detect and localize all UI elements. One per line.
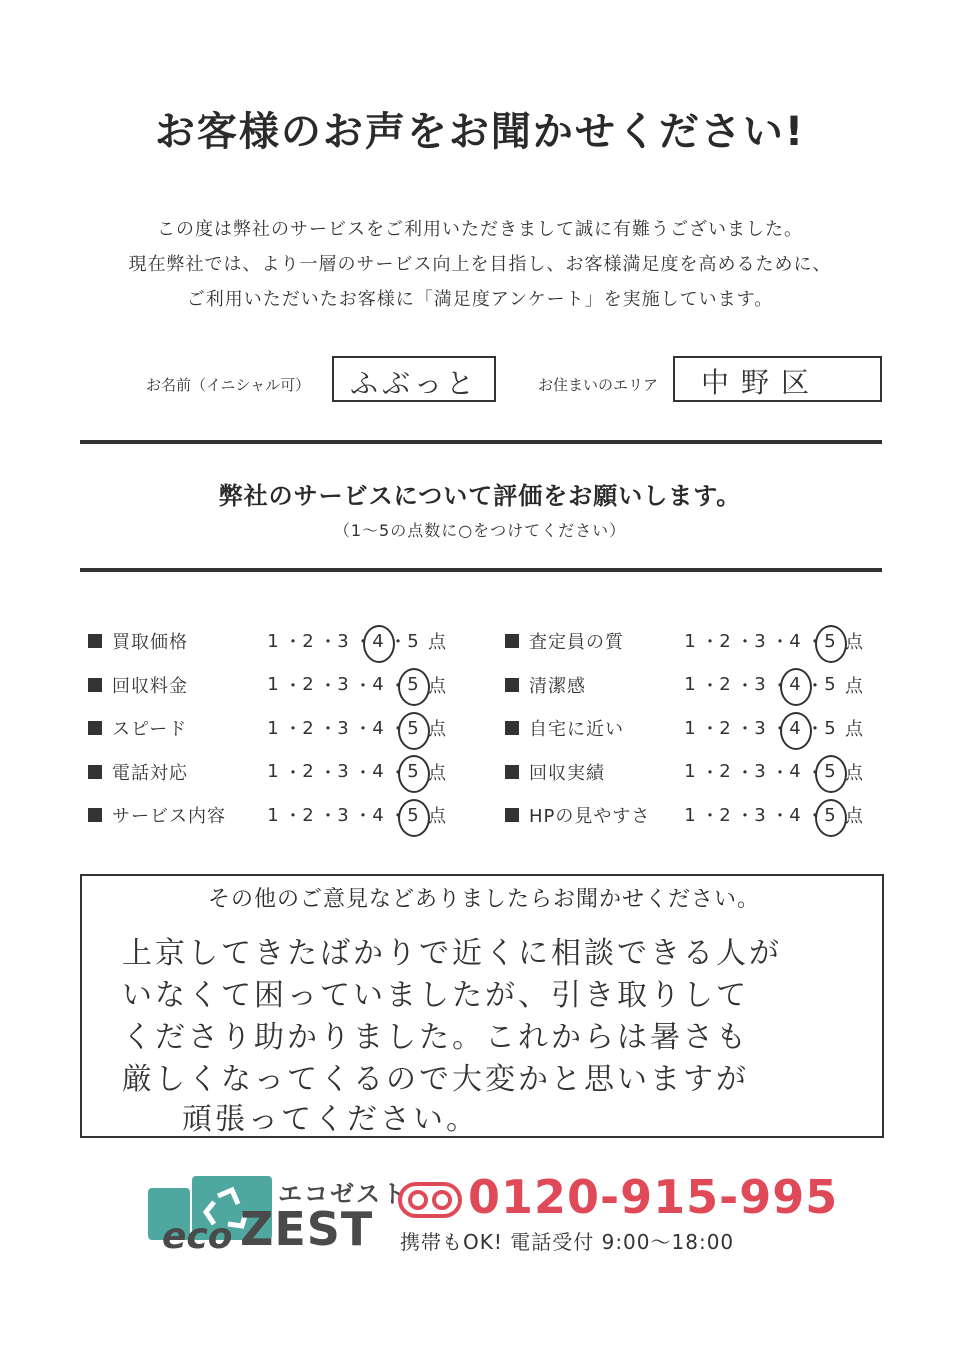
scale-separator: ・ — [701, 719, 719, 740]
scale-separator: ・ — [354, 762, 372, 784]
score-option[interactable]: 1 — [267, 630, 279, 652]
name-label: お名前（イニシャル可） — [146, 376, 311, 394]
score-option[interactable]: 1 — [684, 674, 696, 695]
rating-scale — [679, 628, 863, 654]
scale-separator: ・ — [319, 719, 337, 740]
scale-separator: ・ — [354, 632, 372, 653]
rating-label: HPの見やすさ — [529, 806, 651, 827]
score-unit: 点 — [845, 806, 863, 827]
scale-separator: ・ — [736, 632, 754, 653]
score-unit: 点 — [428, 675, 446, 697]
rating-row — [88, 670, 468, 700]
scale-separator: ・ — [389, 632, 407, 653]
rating-label: 回収料金 — [112, 675, 188, 697]
scale-separator: ・ — [806, 675, 824, 697]
bullet-square-icon — [505, 765, 519, 779]
scale-separator: ・ — [284, 632, 302, 653]
bullet-square-icon — [88, 765, 102, 779]
score-option[interactable]: 4 — [372, 717, 384, 739]
divider-bottom — [80, 568, 882, 572]
rating-label: 電話対応 — [112, 762, 188, 784]
section-title: 弊社のサービスについて評価をお願いします。 — [218, 482, 742, 510]
area-value: 中野区 — [701, 366, 822, 399]
phone-number[interactable]: 0120-915-995 — [468, 1170, 839, 1224]
freedial-icon — [398, 1182, 462, 1218]
score-option[interactable]: 2 — [302, 717, 314, 739]
scale-separator: ・ — [701, 632, 719, 653]
name-field[interactable] — [332, 356, 496, 402]
scale-separator: ・ — [319, 675, 337, 697]
score-option[interactable]: 4 — [789, 630, 801, 652]
score-option-selected[interactable]: 4 — [367, 631, 389, 652]
score-option[interactable]: 3 — [754, 804, 766, 826]
intro-line-1: この度は弊社のサービスをご利用いただきまして誠に有難うございました。 — [157, 219, 803, 240]
scale-separator: ・ — [389, 675, 407, 697]
scale-separator: ・ — [771, 806, 789, 827]
intro-line-2: 現在弊社では、より一層のサービス向上を目指し、お客様満足度を高めるために、 — [128, 254, 832, 275]
rating-label: 自宅に近い — [529, 719, 624, 740]
scale-separator: ・ — [736, 675, 754, 697]
rating-label: スピード — [112, 719, 188, 740]
rating-label: 買取価格 — [112, 632, 188, 653]
comment-line-5: 頑張ってください。 — [182, 1102, 479, 1137]
comments-prompt: その他のご意見などありましたらお聞かせください。 — [207, 887, 760, 912]
ratings-left-column — [88, 626, 468, 844]
rating-label: 回収実績 — [529, 762, 605, 784]
scale-separator: ・ — [354, 806, 372, 827]
score-option[interactable]: 3 — [754, 674, 766, 695]
scale-separator: ・ — [806, 762, 824, 784]
score-option[interactable]: 3 — [337, 804, 349, 826]
score-option-selected[interactable]: 5 — [402, 718, 424, 739]
score-option[interactable]: 1 — [684, 804, 696, 826]
scale-separator: ・ — [284, 719, 302, 740]
brand-kana: エコゼスト — [278, 1180, 408, 1208]
comment-line-1: 上京してきたばかりで近くに相談できる人が — [122, 936, 782, 971]
rating-scale — [679, 759, 863, 785]
score-option[interactable]: 2 — [302, 674, 314, 695]
score-unit: 点 — [428, 806, 446, 827]
bullet-square-icon — [88, 678, 102, 692]
rating-row — [88, 757, 468, 787]
bullet-square-icon — [505, 678, 519, 692]
score-option-selected[interactable]: 4 — [784, 718, 806, 739]
score-unit: 点 — [428, 632, 446, 653]
rating-row — [505, 670, 885, 700]
area-field[interactable] — [673, 356, 882, 402]
score-option[interactable]: 4 — [789, 761, 801, 782]
rating-row — [505, 757, 885, 787]
score-option[interactable]: 1 — [267, 804, 279, 826]
brand-eco: eco — [162, 1216, 233, 1257]
score-option-selected[interactable]: 5 — [402, 761, 424, 782]
scale-separator: ・ — [319, 806, 337, 827]
score-option[interactable]: 2 — [719, 717, 731, 739]
bullet-square-icon — [505, 721, 519, 735]
score-option-selected[interactable]: 4 — [784, 674, 806, 695]
score-option[interactable]: 1 — [267, 674, 279, 695]
scale-separator: ・ — [354, 719, 372, 740]
score-option[interactable]: 3 — [754, 717, 766, 739]
rating-label: サービス内容 — [112, 806, 226, 827]
bullet-square-icon — [505, 634, 519, 648]
score-option[interactable]: 1 — [267, 717, 279, 739]
rating-label: 清潔感 — [529, 675, 586, 697]
score-option-selected[interactable]: 5 — [402, 805, 424, 826]
score-option[interactable]: 1 — [684, 761, 696, 782]
score-unit: 点 — [428, 719, 446, 740]
rating-scale — [262, 759, 446, 785]
score-option[interactable]: 2 — [719, 674, 731, 695]
score-option[interactable]: 3 — [337, 761, 349, 782]
scale-separator: ・ — [806, 719, 824, 740]
intro-line-3: ご利用いただいたお客様に「満足度アンケート」を実施しています。 — [186, 289, 774, 310]
score-option[interactable]: 4 — [372, 761, 384, 782]
bullet-square-icon — [88, 634, 102, 648]
rating-scale — [262, 715, 446, 741]
score-option[interactable]: 3 — [337, 630, 349, 652]
ratings-right-column — [505, 626, 885, 844]
bullet-square-icon — [88, 808, 102, 822]
scale-separator: ・ — [389, 762, 407, 784]
score-option[interactable]: 2 — [719, 761, 731, 782]
score-unit: 点 — [845, 632, 863, 653]
scale-separator: ・ — [389, 719, 407, 740]
rating-row — [88, 800, 468, 830]
scale-separator: ・ — [771, 719, 789, 740]
score-option[interactable]: 5 — [824, 674, 836, 695]
score-option[interactable]: 2 — [302, 761, 314, 782]
scale-separator: ・ — [284, 806, 302, 827]
scale-separator: ・ — [806, 806, 824, 827]
rating-row — [88, 713, 468, 743]
score-option[interactable]: 5 — [824, 717, 836, 739]
scale-separator: ・ — [319, 762, 337, 784]
scale-separator: ・ — [319, 632, 337, 653]
scale-separator: ・ — [771, 762, 789, 784]
scale-separator: ・ — [701, 675, 719, 697]
score-option[interactable]: 3 — [754, 630, 766, 652]
score-option-selected[interactable]: 5 — [819, 631, 841, 652]
bullet-square-icon — [88, 721, 102, 735]
scale-separator: ・ — [736, 806, 754, 827]
score-option[interactable]: 2 — [719, 804, 731, 826]
bullet-square-icon — [505, 808, 519, 822]
rating-scale — [262, 628, 446, 654]
score-option[interactable]: 3 — [337, 674, 349, 695]
score-option[interactable]: 2 — [302, 804, 314, 826]
rating-scale — [262, 672, 446, 698]
phone-hours-note: 携帯もOK! 電話受付 9:00〜18:00 — [400, 1230, 735, 1254]
section-note: （1〜5の点数に○をつけてください） — [333, 521, 627, 540]
score-option[interactable]: 3 — [337, 717, 349, 739]
score-option[interactable]: 5 — [407, 630, 419, 652]
rating-scale — [679, 672, 863, 698]
score-option-selected[interactable]: 5 — [819, 761, 841, 782]
scale-separator: ・ — [354, 675, 372, 697]
rating-row — [505, 800, 885, 830]
rating-row — [88, 626, 468, 656]
score-option[interactable]: 3 — [754, 761, 766, 782]
rating-scale — [679, 802, 863, 828]
score-unit: 点 — [845, 719, 863, 740]
scale-separator: ・ — [389, 806, 407, 827]
comment-line-2: いなくて困っていましたが、引き取りして — [122, 978, 749, 1013]
scale-separator: ・ — [806, 632, 824, 653]
score-option[interactable]: 4 — [789, 804, 801, 826]
score-option[interactable]: 1 — [684, 717, 696, 739]
name-value: ふぶっと — [350, 367, 479, 400]
rating-scale — [679, 715, 863, 741]
footer — [0, 1168, 960, 1278]
score-option-selected[interactable]: 5 — [402, 674, 424, 695]
area-label: お住まいのエリア — [538, 376, 659, 394]
comments-box[interactable] — [80, 874, 884, 1138]
rating-label: 査定員の質 — [529, 632, 624, 653]
score-option[interactable]: 1 — [684, 630, 696, 652]
scale-separator: ・ — [284, 675, 302, 697]
score-unit: 点 — [845, 762, 863, 784]
page-title: お客様のお声をお聞かせください! — [154, 109, 806, 155]
rating-row — [505, 713, 885, 743]
brand-zest: ZEST — [240, 1202, 374, 1256]
scale-separator: ・ — [701, 806, 719, 827]
scale-separator: ・ — [736, 762, 754, 784]
scale-separator: ・ — [284, 762, 302, 784]
rating-scale — [262, 802, 446, 828]
comment-line-3: くださり助かりました。これからは暑さも — [122, 1020, 749, 1055]
divider-top — [80, 440, 882, 444]
score-option[interactable]: 4 — [372, 674, 384, 695]
score-unit: 点 — [845, 675, 863, 697]
score-option[interactable]: 2 — [719, 630, 731, 652]
scale-separator: ・ — [771, 675, 789, 697]
scale-separator: ・ — [736, 719, 754, 740]
comment-line-4: 厳しくなってくるので大変かと思いますが — [122, 1062, 749, 1097]
scale-separator: ・ — [771, 632, 789, 653]
score-option[interactable]: 4 — [372, 804, 384, 826]
scale-separator: ・ — [701, 762, 719, 784]
rating-row — [505, 626, 885, 656]
score-option[interactable]: 2 — [302, 630, 314, 652]
score-unit: 点 — [428, 762, 446, 784]
score-option-selected[interactable]: 5 — [819, 805, 841, 826]
score-option[interactable]: 1 — [267, 761, 279, 782]
